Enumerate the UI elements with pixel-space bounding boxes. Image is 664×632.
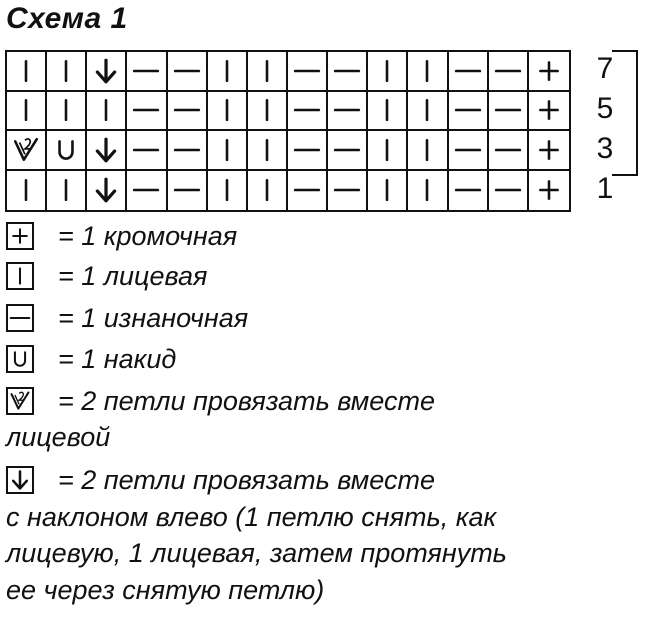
- knit-stitch-icon: [253, 176, 281, 204]
- knit-stitch-icon: [52, 57, 80, 85]
- k2tog-icon: [6, 387, 34, 415]
- chart-cell: [7, 171, 47, 211]
- knit-stitch-icon: [413, 176, 441, 204]
- purl-stitch-icon: [333, 96, 361, 124]
- chart-cell: [47, 52, 87, 92]
- knit-stitch-icon: [213, 176, 241, 204]
- chart-cell: [288, 92, 328, 132]
- chart-cell: [168, 171, 208, 211]
- chart-cell: [7, 92, 47, 132]
- chart-cell: [368, 171, 408, 211]
- chart-cell: [328, 92, 368, 132]
- chart-cell: [408, 131, 448, 171]
- chart-cell: [47, 92, 87, 132]
- purl-stitch-icon: [6, 304, 34, 332]
- legend-yarn-over-text: = 1 накид: [58, 343, 177, 374]
- knit-stitch-icon: [92, 96, 120, 124]
- chart-cell: [127, 92, 167, 132]
- knit-stitch-icon: [213, 57, 241, 85]
- purl-stitch-icon: [293, 136, 321, 164]
- purl-stitch-icon: [132, 136, 160, 164]
- knit-stitch-icon: [213, 96, 241, 124]
- chart-cell: [288, 171, 328, 211]
- legend-dec-left-text: = 2 петли провязать вместе: [58, 464, 435, 495]
- decrease-left-icon: [92, 176, 120, 204]
- chart-cell: [87, 92, 127, 132]
- purl-stitch-icon: [333, 136, 361, 164]
- decrease-left-icon: [92, 136, 120, 164]
- purl-stitch-icon: [173, 136, 201, 164]
- purl-stitch-icon: [494, 57, 522, 85]
- purl-stitch-icon: [132, 96, 160, 124]
- purl-stitch-icon: [173, 57, 201, 85]
- yarn-over-icon: [52, 136, 80, 164]
- row-number-3: 3: [596, 132, 614, 165]
- knit-stitch-icon: [373, 96, 401, 124]
- chart-cell: [529, 92, 569, 132]
- chart-cell: [127, 131, 167, 171]
- chart-cell: [328, 171, 368, 211]
- legend-edge: [6, 221, 237, 251]
- legend-dec-left-line-2: лицевую, 1 лицевая, затем протянуть: [6, 538, 507, 568]
- chart-cell: [168, 52, 208, 92]
- chart-cell: [7, 52, 47, 92]
- chart-cell: [168, 92, 208, 132]
- purl-stitch-icon: [494, 176, 522, 204]
- legend-knit-text: = 1 лицевая: [58, 260, 208, 291]
- chart-cell: [489, 131, 529, 171]
- legend-purl-text: = 1 изнаночная: [58, 302, 249, 333]
- knit-stitch-icon: [12, 96, 40, 124]
- chart-cell: [87, 52, 127, 92]
- legend-dec-left-line-1: с наклоном влево (1 петлю снять, как: [6, 502, 497, 532]
- edge-stitch-icon: [535, 57, 563, 85]
- decrease-left-icon: [92, 57, 120, 85]
- legend-k2tog-text: = 2 петли провязать вместе: [58, 385, 435, 416]
- repeat-bracket: [612, 50, 638, 176]
- legend-yarn-over: [6, 344, 176, 374]
- knit-stitch-icon: [12, 57, 40, 85]
- edge-stitch-icon: [535, 96, 563, 124]
- edge-stitch-icon: [535, 136, 563, 164]
- knit-stitch-icon: [413, 136, 441, 164]
- purl-stitch-icon: [494, 96, 522, 124]
- chart-cell: [449, 52, 489, 92]
- chart-cell: [368, 92, 408, 132]
- legend-edge-text: = 1 кромочная: [58, 220, 238, 251]
- chart-cell: [449, 131, 489, 171]
- legend-k2tog-continuation: лицевой: [6, 422, 111, 452]
- knit-stitch-icon: [12, 176, 40, 204]
- purl-stitch-icon: [293, 96, 321, 124]
- chart-cell: [408, 92, 448, 132]
- knitting-chart-grid: [5, 50, 571, 212]
- chart-cell: [208, 92, 248, 132]
- chart-cell: [288, 131, 328, 171]
- chart-cell: [529, 52, 569, 92]
- chart-cell: [248, 131, 288, 171]
- purl-stitch-icon: [173, 176, 201, 204]
- purl-stitch-icon: [293, 176, 321, 204]
- chart-cell: [127, 171, 167, 211]
- legend-k2tog: [6, 386, 435, 416]
- chart-cell: [127, 52, 167, 92]
- purl-stitch-icon: [454, 136, 482, 164]
- purl-stitch-icon: [494, 136, 522, 164]
- chart-cell: [7, 131, 47, 171]
- chart-cell: [408, 52, 448, 92]
- chart-cell: [208, 52, 248, 92]
- chart-cell: [87, 171, 127, 211]
- row-number-1: 1: [596, 172, 614, 205]
- edge-stitch-icon: [535, 176, 563, 204]
- chart-cell: [288, 52, 328, 92]
- chart-cell: [328, 52, 368, 92]
- legend-dec-left: [6, 465, 435, 495]
- yarn-over-icon: [6, 345, 34, 373]
- row-number-7: 7: [596, 52, 614, 85]
- legend-purl: [6, 303, 248, 333]
- knit-stitch-icon: [213, 136, 241, 164]
- knit-stitch-icon: [413, 57, 441, 85]
- chart-cell: [248, 52, 288, 92]
- legend-knit: [6, 261, 207, 291]
- purl-stitch-icon: [454, 57, 482, 85]
- chart-cell: [489, 52, 529, 92]
- knit-stitch-icon: [52, 176, 80, 204]
- chart-cell: [168, 131, 208, 171]
- knit-stitch-icon: [6, 262, 34, 290]
- chart-cell: [47, 171, 87, 211]
- knit-stitch-icon: [253, 136, 281, 164]
- chart-cell: [368, 52, 408, 92]
- knit-stitch-icon: [373, 57, 401, 85]
- row-number-5: 5: [596, 92, 614, 125]
- chart-cell: [529, 131, 569, 171]
- knit-stitch-icon: [413, 96, 441, 124]
- chart-cell: [328, 131, 368, 171]
- purl-stitch-icon: [293, 57, 321, 85]
- purl-stitch-icon: [454, 96, 482, 124]
- purl-stitch-icon: [333, 57, 361, 85]
- chart-title: Схема 1: [6, 2, 128, 35]
- chart-cell: [208, 131, 248, 171]
- knit-stitch-icon: [373, 136, 401, 164]
- knit-stitch-icon: [373, 176, 401, 204]
- chart-cell: [248, 92, 288, 132]
- knit-stitch-icon: [52, 96, 80, 124]
- decrease-left-icon: [6, 466, 34, 494]
- chart-cell: [489, 92, 529, 132]
- knit-stitch-icon: [253, 57, 281, 85]
- purl-stitch-icon: [132, 57, 160, 85]
- chart-cell: [529, 171, 569, 211]
- chart-cell: [368, 131, 408, 171]
- chart-cell: [87, 131, 127, 171]
- k2tog-icon: [12, 136, 40, 164]
- knit-stitch-icon: [253, 96, 281, 124]
- chart-cell: [208, 171, 248, 211]
- purl-stitch-icon: [454, 176, 482, 204]
- chart-cell: [489, 171, 529, 211]
- purl-stitch-icon: [173, 96, 201, 124]
- chart-cell: [47, 131, 87, 171]
- purl-stitch-icon: [132, 176, 160, 204]
- edge-stitch-icon: [6, 222, 34, 250]
- chart-cell: [449, 171, 489, 211]
- chart-cell: [408, 171, 448, 211]
- chart-cell: [248, 171, 288, 211]
- purl-stitch-icon: [333, 176, 361, 204]
- chart-cell: [449, 92, 489, 132]
- legend-dec-left-line-3: ее через снятую петлю): [6, 575, 325, 605]
